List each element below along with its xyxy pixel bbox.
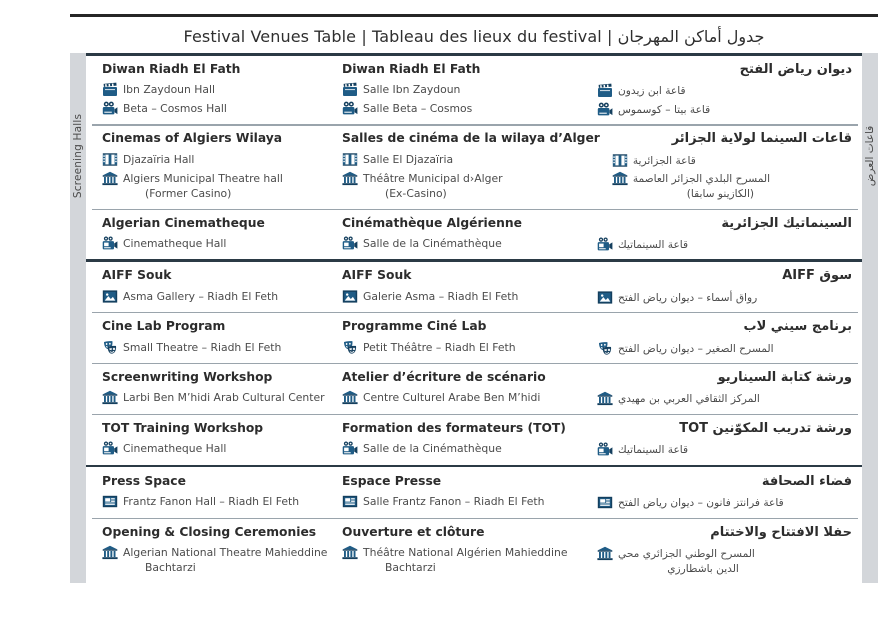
venue-group-heading: فضاء الصحافة — [761, 473, 852, 489]
venue-name — [363, 390, 540, 406]
venue-item — [342, 289, 585, 305]
rail-left — [70, 259, 86, 464]
venue-name-line1: قاعة السينماتيك — [618, 238, 689, 251]
newspaper-icon — [597, 495, 613, 510]
venue-item — [342, 236, 585, 252]
venue-name — [123, 101, 227, 117]
venue-name — [123, 340, 281, 356]
venue-name-line1: Théâtre Municipal d›Alger — [363, 171, 503, 185]
gallery-picture-icon — [342, 289, 358, 304]
cell-ar — [591, 421, 862, 458]
venue-group-heading: ورشة تدريب المكوّنين TOT — [679, 420, 852, 436]
museum-icon — [102, 545, 118, 560]
venue-name — [618, 442, 688, 458]
venue-name — [363, 171, 503, 202]
cell-en — [86, 131, 336, 201]
museum-icon — [612, 171, 628, 186]
venue-group-heading: TOT Training Workshop — [102, 420, 264, 435]
film-camera-icon — [102, 101, 118, 116]
venue-group-heading: Salles de cinéma de la wilaya d’Alger — [342, 131, 600, 146]
cell-fr — [336, 319, 591, 355]
venue-group-heading: Cinémathèque Algérienne — [342, 215, 522, 230]
cell-ar — [591, 525, 862, 576]
museum-icon — [597, 546, 613, 561]
cell-en — [86, 474, 336, 510]
venue-name-line1: قاعة ابن زيدون — [618, 85, 686, 98]
venue-name-line1: المركز الثقافي العربي بن مهيدي — [618, 393, 760, 406]
cell-ar — [591, 370, 862, 407]
venue-name-line1: Petit Théâtre – Riadh El Feth — [363, 340, 516, 354]
venue-item — [342, 340, 585, 356]
venue-name — [123, 494, 299, 510]
cell-fr — [336, 421, 591, 457]
venue-name-line2: Bachtarzi — [385, 560, 436, 574]
venue-name — [618, 102, 710, 118]
venue-group-heading: Press Space — [102, 473, 186, 488]
group-body — [86, 259, 862, 464]
venue-name-line1: Salle Frantz Fanon – Riadh El Feth — [363, 495, 545, 509]
venue-name — [618, 546, 755, 576]
newspaper-icon — [342, 494, 358, 509]
venue-name-line1: Galerie Asma – Riadh El Feth — [363, 289, 519, 303]
venue-group-programs — [70, 259, 878, 464]
film-camera-icon — [597, 102, 613, 117]
clapperboard-icon — [102, 82, 118, 97]
venue-group-press-and-ceremonies — [70, 465, 878, 583]
venue-group-heading: Diwan Riadh El Fath — [342, 62, 481, 76]
table-row — [86, 124, 862, 208]
venue-item — [597, 391, 852, 407]
rail-label-en: Screening Halls — [72, 114, 84, 199]
venue-name-line2: (Ex-Casino) — [385, 186, 447, 200]
venue-name-line1: Asma Gallery – Riadh El Feth — [123, 289, 279, 303]
venue-name-line1: Salle de la Cinémathèque — [363, 236, 502, 250]
movie-projector-icon — [342, 236, 358, 251]
museum-icon — [597, 391, 613, 406]
venue-item — [597, 341, 852, 357]
venue-name-line1: Salle El Djazaïria — [363, 152, 454, 166]
venue-name-line1: قاعة فرانتز فانون – ديوان رياض الفتح — [618, 497, 784, 510]
venue-name-line1: Small Theatre – Riadh El Feth — [123, 340, 282, 354]
cell-ar — [591, 62, 862, 117]
gallery-picture-icon — [102, 289, 118, 304]
venue-group-heading: Cinemas of Algiers Wilaya — [102, 131, 283, 146]
venue-name-line1: Cinematheque Hall — [123, 236, 227, 250]
venue-name — [123, 390, 325, 406]
venue-item — [342, 101, 585, 117]
museum-icon — [102, 390, 118, 405]
venue-name — [123, 289, 278, 305]
venue-name — [123, 171, 283, 202]
venue-group-heading: Diwan Riadh El Fath — [102, 62, 241, 76]
cell-fr — [336, 474, 591, 510]
venue-item — [102, 82, 330, 98]
venue-item — [597, 290, 852, 306]
venue-item — [102, 101, 330, 117]
movie-projector-icon — [342, 441, 358, 456]
venue-group-heading: Atelier d’écriture de scénario — [342, 370, 546, 385]
venue-name — [618, 290, 757, 306]
film-strip-icon — [612, 153, 628, 168]
venue-item — [597, 237, 852, 253]
venue-name-line1: Beta – Cosmos Hall — [123, 102, 227, 116]
venue-item — [102, 236, 330, 252]
venue-name — [633, 153, 696, 169]
venue-name — [363, 494, 544, 510]
venues-table — [70, 53, 878, 583]
table-row — [86, 465, 862, 518]
venue-name — [363, 289, 518, 305]
venue-group-heading: Algerian Cinematheque — [102, 215, 265, 230]
venue-item — [102, 340, 330, 356]
venue-group-heading: Espace Presse — [342, 473, 442, 488]
group-body — [86, 465, 862, 583]
venue-group-heading: ورشة كتابة السيناريو — [717, 370, 852, 386]
museum-icon — [342, 545, 358, 560]
venue-name — [123, 152, 194, 168]
venue-item — [102, 390, 330, 406]
table-row — [86, 363, 862, 414]
gallery-picture-icon — [597, 290, 613, 305]
venue-item — [342, 82, 585, 98]
venue-group-heading: Cine Lab Program — [102, 319, 226, 334]
venue-name-line2: Bachtarzi — [145, 560, 196, 574]
cell-ar — [591, 319, 862, 356]
venue-item — [597, 442, 852, 458]
group-body — [86, 53, 862, 259]
venue-item — [342, 152, 600, 168]
rail-label-ar: قاعات العرض — [864, 125, 876, 187]
page-title-text: Festival Venues Table | Tableau des lieux du festival | جدول أماكن المهرجان — [183, 26, 765, 46]
museum-icon — [342, 390, 358, 405]
cell-fr — [336, 216, 591, 252]
venue-group-heading: Screenwriting Workshop — [102, 370, 273, 385]
clapperboard-icon — [597, 83, 613, 98]
venue-group-heading: AIFF Souk — [102, 268, 172, 283]
venue-name — [618, 391, 760, 407]
table-row — [86, 518, 862, 583]
movie-projector-icon — [102, 236, 118, 251]
venue-name — [618, 237, 688, 253]
venue-name-line1: المسرح الصغير – ديوان رياض الفتح — [618, 342, 774, 355]
venue-name — [618, 341, 774, 357]
rail-left — [70, 53, 86, 259]
venue-name-line1: المسرح الوطني الجزائري محي — [618, 547, 755, 560]
venue-item — [342, 390, 585, 406]
theatre-masks-icon — [102, 340, 118, 355]
venue-name — [363, 545, 567, 576]
cell-en — [86, 370, 336, 406]
museum-icon — [342, 171, 358, 186]
venue-item — [102, 545, 330, 576]
venue-name-line1: Cinematheque Hall — [123, 442, 227, 456]
movie-projector-icon — [597, 442, 613, 457]
venue-name — [363, 101, 472, 117]
venue-name — [363, 236, 502, 252]
venue-item — [597, 83, 852, 99]
venue-name-line2: (الكازينو سابقا) — [686, 187, 755, 200]
venue-name-line1: Salle Ibn Zaydoun — [363, 83, 461, 97]
venue-item — [612, 171, 852, 201]
rail-right — [862, 53, 878, 259]
venue-item — [342, 545, 585, 576]
cell-ar — [591, 474, 862, 511]
museum-icon — [102, 171, 118, 186]
venue-name-line2: الدين باشطارزي — [667, 562, 739, 575]
venue-item — [102, 494, 330, 510]
venue-item — [342, 171, 600, 202]
theatre-masks-icon — [597, 341, 613, 356]
venue-name-line1: رواق أسماء – ديوان رياض الفتح — [618, 291, 758, 304]
cell-en — [86, 525, 336, 576]
theatre-masks-icon — [342, 340, 358, 355]
film-strip-icon — [102, 152, 118, 167]
cell-ar — [591, 216, 862, 253]
cell-en — [86, 319, 336, 355]
table-row — [86, 209, 862, 260]
venue-name — [123, 545, 327, 576]
cell-fr — [336, 370, 591, 406]
table-row — [86, 414, 862, 465]
venue-group-heading: حفلا الافتتاح والاختتام — [710, 524, 852, 540]
venue-name-line1: Algerian National Theatre Mahieddine — [123, 546, 328, 560]
venue-name-line1: Larbi Ben M’hidi Arab Cultural Center — [123, 391, 325, 405]
venue-name-line2: (Former Casino) — [145, 186, 232, 200]
venue-group-heading: Ouverture et clôture — [342, 524, 485, 539]
venue-name — [363, 340, 516, 356]
cell-en — [86, 216, 336, 252]
venue-name-line1: Salle Beta – Cosmos — [363, 102, 473, 116]
venue-name-line1: Algiers Municipal Theatre hall — [123, 171, 283, 185]
cell-fr — [336, 62, 591, 117]
cell-ar — [606, 131, 862, 201]
venue-group-heading: AIFF Souk — [342, 268, 412, 283]
venue-name-line1: Ibn Zaydoun Hall — [123, 83, 216, 97]
newspaper-icon — [102, 494, 118, 509]
cell-en — [86, 62, 336, 117]
clapperboard-icon — [342, 82, 358, 97]
venue-item — [597, 102, 852, 118]
cell-en — [86, 421, 336, 457]
venue-name-line1: Salle de la Cinémathèque — [363, 442, 502, 456]
venue-name — [618, 495, 784, 511]
venue-name — [123, 441, 226, 457]
table-row — [86, 259, 862, 312]
venue-group-heading: سوق AIFF — [782, 268, 852, 284]
venue-group-heading: Opening & Closing Ceremonies — [102, 524, 317, 539]
cell-ar — [591, 268, 862, 305]
film-camera-icon — [342, 101, 358, 116]
film-strip-icon — [342, 152, 358, 167]
venue-name — [363, 152, 453, 168]
rail-right — [862, 259, 878, 464]
movie-projector-icon — [102, 441, 118, 456]
venue-item — [612, 153, 852, 169]
venue-group-heading: برنامج سيني لاب — [743, 319, 852, 335]
venue-name-line1: Djazaïria Hall — [123, 152, 195, 166]
venue-name-line1: قاعة بيتا – كوسموس — [618, 103, 711, 116]
venue-name-line1: Frantz Fanon Hall – Riadh El Feth — [123, 495, 300, 509]
venue-name-line1: المسرح البلدي الجزائر العاصمة — [632, 173, 771, 186]
venue-name — [618, 83, 686, 99]
cell-fr — [336, 525, 591, 576]
venue-group-heading: Formation des formateurs (TOT) — [342, 420, 566, 435]
venue-name-line1: قاعة الجزائرية — [632, 154, 696, 167]
venue-name-line1: Centre Culturel Arabe Ben M’hidi — [363, 391, 541, 405]
venue-name — [363, 82, 460, 98]
venue-name — [123, 82, 215, 98]
venue-item — [102, 289, 330, 305]
venue-item — [102, 171, 330, 202]
cell-fr — [336, 131, 606, 201]
page-title — [70, 22, 878, 50]
venue-group-heading: قاعات السينما لولاية الجزائر — [671, 131, 852, 147]
venue-name-line1: قاعة السينماتيك — [618, 444, 689, 457]
rail-left — [70, 465, 86, 583]
venue-group-screening-halls — [70, 53, 878, 259]
rail-right — [862, 465, 878, 583]
cell-fr — [336, 268, 591, 304]
venue-group-heading: ديوان رياض الفتح — [739, 62, 852, 77]
venue-item — [102, 441, 330, 457]
movie-projector-icon — [597, 237, 613, 252]
venue-name — [123, 236, 226, 252]
venue-item — [342, 494, 585, 510]
venue-group-heading: السينماتيك الجزائرية — [721, 215, 852, 231]
venue-item — [102, 152, 330, 168]
top-rule — [70, 14, 878, 17]
venue-name-line1: Théâtre National Algérien Mahieddine — [363, 546, 568, 560]
venue-item — [597, 546, 852, 576]
venue-group-heading: Programme Ciné Lab — [342, 319, 487, 334]
table-row — [86, 312, 862, 363]
venue-name — [633, 171, 770, 201]
venue-name — [363, 441, 502, 457]
cell-en — [86, 268, 336, 304]
venue-item — [597, 495, 852, 511]
venue-item — [342, 441, 585, 457]
table-row — [86, 53, 862, 124]
